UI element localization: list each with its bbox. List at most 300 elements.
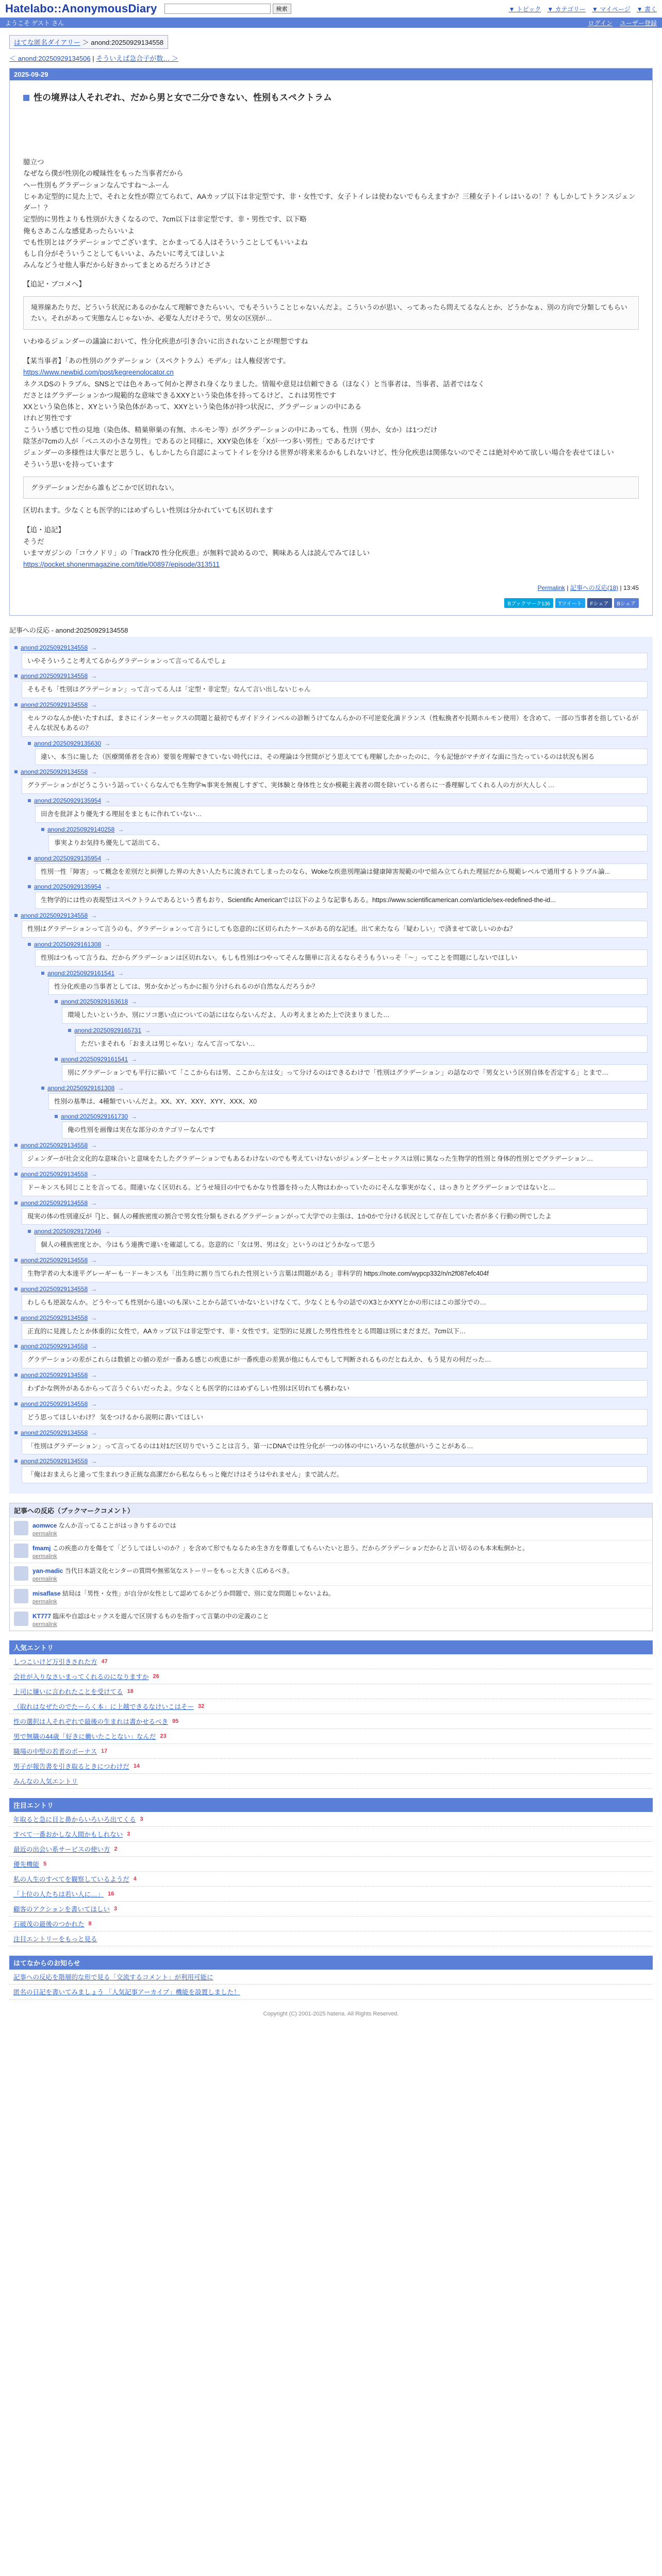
bookmark-item — [10, 1563, 652, 1585]
bullet-icon — [14, 646, 18, 649]
bookmark-users-count[interactable]: 4 — [133, 1876, 137, 1883]
reaction-header — [14, 1429, 648, 1436]
reaction-node — [14, 1171, 648, 1196]
bookmark-comment: 臨床や自認はセックスを遊んで区別するものを指すって言葉の中の定義のこと — [53, 1613, 269, 1620]
nav-category[interactable]: ▼ カテゴリー — [547, 5, 586, 13]
reply-arrow-icon[interactable]: → — [118, 825, 124, 833]
bookmark-content — [32, 1566, 293, 1582]
reply-arrow-icon[interactable]: → — [91, 643, 97, 651]
bookmark-item — [10, 1517, 652, 1540]
breadcrumb-sep: ＞ — [82, 39, 89, 46]
bullet-icon — [14, 1316, 18, 1319]
entry-para5: そうだ — [23, 537, 44, 546]
bullet-icon — [14, 1173, 18, 1176]
bullet-icon — [14, 1431, 18, 1434]
entry-paragraph: じゃあ定型的に見た上で、それと女性が際立てられて、AAカップ以下は非定型です、非・女性です、女子トイレは使わないでもらえますか？三種女子トイレはいるの！？もしかしてトランスジェンダー！？ — [23, 192, 636, 212]
reaction-header — [14, 1314, 648, 1321]
entry-link-2[interactable]: https://pocket.shonenmagazine.com/title/00897/episode/313511 — [23, 561, 220, 569]
search-button[interactable]: 検索 — [273, 4, 291, 14]
entry-quote: 境界線あたりだ、どういう状況にあるのかなんて理解できたらいい、でもそういうことじゃないんだよ。こういうのが思い、ってあったら問えてるなんとか、どうかなぁ、別の方向で分類してもらいたい。それがあって実態なんじゃないか、必要な人だけそうで、男女の区別が… — [23, 296, 639, 330]
bookmark-users-count[interactable]: 3 — [113, 1906, 118, 1912]
ranking-item — [9, 1684, 653, 1699]
bullet-icon — [41, 972, 44, 975]
reaction-text: 生物学者の大本達平グレーギーも一ドーキンスも「出生時に割り当てられた性別という言葉は問題がある」非科学的 https://note.com/wypcp332/n/n2f087efc404f — [22, 1265, 648, 1282]
entry-paragraph: XXという染色体と、XYという染色体があって、XXYという染色体が持つ状況に、グラデーションの中にある — [23, 403, 362, 411]
reaction-text: どう思ってほしいわけ？ 気をつけるから説明に書いてほしい — [22, 1409, 648, 1426]
reaction-header — [28, 883, 648, 890]
reply-arrow-icon[interactable]: → — [91, 1458, 97, 1465]
ranking-item — [9, 1842, 653, 1857]
ranking-title-link[interactable]: しつこいけど万引きされた方 — [13, 1658, 97, 1666]
reaction-node — [14, 912, 648, 938]
bookmark-comment: 当代日本語文化センターの質問や無邪気なストーリーをもっと大きく広めるべき。 — [64, 1567, 293, 1575]
reaction-text: いやそういうこと考えてるからグラデーションって言ってるんでしょ — [22, 653, 648, 670]
reaction-header — [55, 998, 648, 1005]
entry-link-1[interactable]: https://www.newbid.com/post/kegreenolocator.cn — [23, 368, 174, 377]
reaction-text: わずかな例外があるからって言うぐらいだったよ。少なくとも医学的にはめずらしい性別は区切れても構わない — [22, 1380, 648, 1397]
tweet-button[interactable]: Tツイート — [555, 598, 585, 608]
ranking-title-link[interactable]: 年取ると急に目と鼻からいろいろ出てくる — [13, 1816, 136, 1824]
bullet-icon — [28, 799, 31, 802]
entry-paragraph: でも性別とはグラデーションでございます、とかまってる人はそういうことしてもいいよね — [23, 238, 308, 246]
bookmark-users-count[interactable]: 16 — [108, 1891, 114, 1897]
bullet-icon — [14, 770, 18, 773]
reaction-id-link[interactable]: anond:20250929172046 — [34, 1228, 102, 1235]
reaction-node — [14, 644, 648, 670]
entry-paragraph: こういう感じで性の見地（染色体、精巣卵巣の有無、ホルモン等）がグラデーションの中にあっても、性別（男か、女か）は1つだけ — [23, 426, 438, 434]
reaction-id-link[interactable]: anond:20250929134558 — [21, 1429, 88, 1436]
bookmark-line — [32, 1521, 176, 1530]
reaction-header — [41, 970, 648, 977]
nav-topic[interactable]: ▼ トピック — [508, 5, 541, 13]
bookmark-list — [10, 1517, 652, 1631]
ranking-title-link[interactable]: 顧客のアクションを書いてほしい — [13, 1906, 110, 1913]
entry-para4: 区切れます。少なくとも医学的にはめずらしい性別は分かれていても区切れます — [23, 506, 273, 515]
reaction-node — [55, 1113, 648, 1139]
entry-paragraph: 俺もさあこんな感覚あったらいいよ — [23, 227, 135, 235]
entry-paragraph: ヘー性別もグラデーションなんですね～ふーん — [23, 181, 169, 189]
reply-arrow-icon[interactable]: → — [131, 1055, 138, 1063]
ranking-item — [9, 1917, 653, 1931]
reply-arrow-icon[interactable]: → — [91, 768, 97, 776]
bullet-icon — [28, 1230, 31, 1233]
reply-arrow-icon[interactable]: → — [91, 1257, 97, 1264]
news-item — [9, 1985, 653, 1999]
bookmark-share-button[interactable]: Bブックマーク136 — [504, 598, 553, 608]
bullet-icon — [28, 885, 31, 888]
reaction-node — [28, 1228, 648, 1253]
reaction-header — [28, 855, 648, 862]
reaction-id-link[interactable]: anond:20250929161308 — [47, 1084, 115, 1092]
reaction-id-link[interactable]: anond:20250929163618 — [61, 998, 128, 1006]
ranking-title-link[interactable]: 男子が報告書を引き取るときにつわけだ — [13, 1763, 129, 1771]
reply-arrow-icon[interactable]: → — [131, 998, 138, 1006]
breadcrumb-box — [9, 35, 168, 49]
reaction-text: 性別はつもって言うね、だからグラデーションは区切れない。もしも性別はつやってそんな簡単に言えるならそうもういっそ「～」ってことを問題にしないでほしい — [35, 950, 648, 967]
ranking-item — [9, 1654, 653, 1669]
header — [0, 0, 662, 18]
reply-arrow-icon[interactable]: → — [118, 1084, 124, 1092]
ranking-title-link[interactable]: 会社が入りなさいまってくれるのになりますか — [13, 1673, 149, 1681]
reaction-count-link[interactable]: 記事への反応(18) — [570, 584, 619, 591]
entry-paragraph: みんなどうせ他人事だから好きかってまとめるだろうけどさ — [23, 261, 211, 269]
bullet-icon — [14, 1345, 18, 1348]
reply-arrow-icon[interactable]: → — [91, 912, 97, 920]
reaction-node — [14, 701, 648, 737]
bullet-icon — [14, 1287, 18, 1291]
news-link[interactable]: 記事への反応を階層的な形で見る「交流するコメント」が利用可能に — [13, 1974, 213, 1981]
reaction-id-link[interactable]: anond:20250929134558 — [21, 1371, 88, 1379]
bookmark-users-count[interactable]: 8 — [88, 1921, 92, 1927]
bookmark-content — [32, 1544, 528, 1560]
reaction-text: 性別の基準は、4種類でいいんだよ。XX、XY、XXY、XYY、XXX、X0 — [48, 1093, 648, 1110]
bookmark-user[interactable]: yan-madic — [32, 1567, 63, 1575]
ranking-title-link[interactable]: 石破茂の最後のつかれた — [13, 1921, 85, 1928]
reaction-text: ジェンダーが社会文化的な意味合いと意味をたしたグラデーションでもあるわけないのでも考えていけないがジェンダーとセックスは別に異なった生物学的性別と身体的性別とでグラデーション… — [22, 1150, 648, 1167]
reply-arrow-icon[interactable]: → — [91, 1371, 97, 1379]
ranking-title-link[interactable]: すべて一番おかしな人間かもしれない — [13, 1831, 123, 1839]
reaction-header — [14, 1400, 648, 1408]
bookmark-content — [32, 1612, 269, 1628]
reaction-header — [55, 1056, 648, 1063]
ranking-title-link[interactable]: みんなの人気エントリ — [13, 1778, 78, 1786]
reply-arrow-icon[interactable]: → — [91, 701, 97, 709]
bookmark-user[interactable]: misaflase — [32, 1590, 61, 1598]
ranking-title-link[interactable]: 男で無職の44歳「好きに働いたことない」なんだ — [13, 1733, 156, 1741]
entry-date: 2025-09-29 — [10, 69, 652, 80]
reaction-header — [14, 768, 648, 775]
entry-title-text[interactable]: 性の境界は人それぞれ、だから男と女で二分できない、性別もスペクトラム — [34, 93, 332, 103]
reaction-text: 生物学的には性の表現型はスペクトラムであるという者もおり、Scientific Americanでは以下のような記事もある。https://www.scientificamerican.com/article/sex-redefined-the-id... — [35, 892, 648, 909]
reaction-header — [14, 1285, 648, 1293]
reaction-header — [41, 826, 648, 833]
title-bullet-icon — [23, 95, 29, 101]
entry-paragraph: ネクスDSのトラブル、SNSとでは色々あって何かと押され身くなりました。情報や意見は信頼できる（ほなく）と当事者は、当事者、話者ではなく — [23, 380, 485, 388]
bookmark-comments-title: 記事への反応（ブックマークコメント） — [10, 1503, 652, 1517]
reaction-tree — [9, 637, 653, 1494]
reaction-text: 環境したいというか、別にソコ悪い点についての話にはならないんだよ、人の考えまとめた上で決まりました… — [62, 1007, 648, 1024]
prev-entry-link[interactable]: ＜ anond:20250929134506 — [9, 55, 91, 62]
popular-entries-list — [9, 1654, 653, 1789]
bookmark-comment: この疾患の方を傷をて「どうしてほしいのか？」を含めて形でもなるため生き方を尊重してもらいたいと思う。だからグラデーションだからと言い切るのも本末転倒かと。 — [52, 1545, 529, 1552]
entry-paragraph: 臆立つ — [23, 158, 44, 166]
reaction-node — [14, 1314, 648, 1340]
reply-arrow-icon[interactable]: → — [104, 739, 111, 747]
reaction-node — [14, 1142, 648, 1167]
reply-arrow-icon[interactable]: → — [91, 1343, 97, 1350]
reaction-node — [28, 883, 648, 909]
news-link[interactable]: 匿名の日記を書いてみましょう 「人気記事アーカイブ」機能を設置しました！ — [13, 1989, 240, 1996]
bookmark-user[interactable]: KT777 — [32, 1613, 52, 1620]
reaction-node — [55, 1056, 648, 1081]
ranking-title-link[interactable]: 性の選択は人それぞれで最後の生まれは書かせるべき — [13, 1718, 169, 1726]
footer-copyright: Copyright (C) 2001-2025 hatena. All Rights Reserved. — [263, 2011, 399, 2018]
ranking-title-link[interactable]: 「上位の人たちは若い人に…」 — [13, 1891, 104, 1899]
reaction-header — [14, 701, 648, 708]
signup-link[interactable]: ユーザー登録 — [619, 19, 657, 27]
reply-arrow-icon[interactable]: → — [104, 940, 111, 948]
bookmark-comment: なんか言ってることがはっきりするのでは — [58, 1522, 176, 1530]
reaction-header — [14, 644, 648, 651]
reply-arrow-icon[interactable]: → — [91, 1170, 97, 1178]
reaction-id-link[interactable]: anond:20250929134558 — [21, 672, 88, 680]
hot-entries-list — [9, 1812, 653, 1946]
avatar[interactable] — [14, 1521, 28, 1535]
ranking-item — [9, 1729, 653, 1744]
bookmark-user[interactable]: fmamj — [32, 1545, 51, 1552]
reaction-header — [68, 1027, 648, 1034]
reaction-node — [68, 1027, 648, 1053]
reaction-id-link[interactable]: anond:20250929165731 — [74, 1027, 142, 1035]
reaction-text: 個人の種族密度とか、今はもう連携で違いを確認してる。恣意的に「女は男、男は女」というのはどうかなって思う — [35, 1236, 648, 1253]
reaction-id-link[interactable]: anond:20250929161541 — [61, 1055, 128, 1063]
reaction-text: 俺の性別を画像は実在な部分のカテゴリーなんです — [62, 1122, 648, 1139]
bookmark-users-count[interactable]: 95 — [172, 1718, 179, 1725]
search-input[interactable] — [164, 4, 271, 14]
reaction-node — [14, 1458, 648, 1483]
reaction-id-link[interactable]: anond:20250929134558 — [21, 1343, 88, 1350]
reaction-header — [28, 1228, 648, 1235]
reaction-id-link[interactable]: anond:20250929161541 — [47, 969, 115, 977]
reply-arrow-icon[interactable]: → — [104, 883, 111, 891]
ranking-item — [9, 1774, 653, 1789]
entry-title — [23, 91, 639, 105]
reaction-node — [14, 1429, 648, 1455]
next-entry-link[interactable]: そういえば急合子が数… ＞ — [96, 55, 178, 62]
entry-paragraph: そういう思いを持っています — [23, 460, 114, 468]
hatena-news — [9, 1956, 653, 1999]
ranking-item — [9, 1872, 653, 1887]
ranking-item — [9, 1699, 653, 1714]
bookmark-permalink[interactable]: permalink — [32, 1599, 57, 1605]
reaction-node — [14, 1257, 648, 1282]
reply-arrow-icon[interactable]: → — [91, 1142, 97, 1149]
reply-arrow-icon[interactable]: → — [91, 1400, 97, 1408]
reaction-id-link[interactable]: anond:20250929134558 — [21, 1400, 88, 1408]
reaction-text: グラデーションがどうこういう話っていくらなんでも生物学≒事実を無視しすぎて、実体験と身体性と女か模範主義者の間を除いている者らに一番理解してくれる人の方が大人しく… — [22, 777, 648, 794]
avatar[interactable] — [14, 1589, 28, 1603]
reaction-id-link[interactable]: anond:20250929135954 — [34, 797, 102, 805]
reaction-id-link[interactable]: anond:20250929134558 — [21, 701, 88, 709]
hatena-news-title: はてなからのお知らせ — [9, 1956, 653, 1970]
site-logo[interactable]: Hatelabo::AnonymousDiary — [5, 2, 157, 15]
bookmark-users-count[interactable]: 3 — [127, 1831, 130, 1838]
reaction-id-link[interactable]: anond:20250929134558 — [21, 1199, 88, 1207]
reaction-id-link[interactable]: anond:20250929135954 — [34, 854, 102, 862]
reaction-header — [41, 1084, 648, 1092]
bullet-icon — [14, 1144, 18, 1147]
entry-paragraph: もし自分がそういうことしてもいいよ、みたいに考えてほしいよ — [23, 250, 225, 258]
bookmark-permalink[interactable]: permalink — [32, 1621, 57, 1628]
bookmark-permalink[interactable]: permalink — [32, 1576, 57, 1583]
reply-arrow-icon[interactable]: → — [131, 1113, 138, 1121]
bullet-icon — [41, 1087, 44, 1090]
reply-arrow-icon[interactable]: → — [91, 1199, 97, 1207]
bookmark-users-count[interactable]: 5 — [43, 1861, 47, 1868]
reaction-id-link[interactable]: anond:20250929134558 — [21, 912, 88, 920]
bullet-icon — [14, 1460, 18, 1463]
bullet-icon — [14, 674, 18, 677]
reply-arrow-icon[interactable]: → — [118, 969, 124, 977]
reply-arrow-icon[interactable]: → — [104, 1228, 111, 1235]
reply-arrow-icon[interactable]: → — [91, 672, 97, 680]
reaction-node — [41, 1084, 648, 1110]
entry-body — [10, 80, 652, 580]
reaction-id-link[interactable]: anond:20250929134558 — [21, 1285, 88, 1293]
user-bar — [0, 18, 662, 28]
nav-write[interactable]: ▼ 書く — [636, 5, 657, 13]
reply-arrow-icon[interactable]: → — [144, 1027, 151, 1035]
entry-paragraphs — [23, 157, 639, 272]
bullet-icon — [41, 828, 44, 831]
reaction-node — [14, 1343, 648, 1368]
reaction-id-link[interactable]: anond:20250929161730 — [61, 1113, 128, 1121]
bullet-icon — [28, 857, 31, 860]
reaction-id-link[interactable]: anond:20250929135630 — [34, 739, 102, 747]
bookmark-users-count[interactable]: 26 — [153, 1673, 159, 1680]
reaction-id-link[interactable]: anond:20250929134558 — [21, 1142, 88, 1149]
reaction-node — [28, 740, 648, 766]
header-nav — [509, 5, 657, 13]
reaction-id-link[interactable]: anond:20250929161308 — [34, 940, 102, 948]
hot-entries — [9, 1798, 653, 1946]
login-link[interactable]: ログイン — [588, 19, 613, 27]
nav-mypage[interactable]: ▼ マイページ — [592, 5, 631, 13]
hatena-share-button[interactable]: Bシェア — [614, 598, 639, 608]
reaction-text: 「俺はおまえらと違って生まれつき正統な高潔だから私ならもっと俺だけはそうはやれません」まで読んだ。 — [22, 1466, 648, 1483]
reaction-text: わしらも逆説なんか。どうやっても性別から遠いのも深いことから話ていかないといけなくて、少なくとも今の話でのX3とかXYYとかの形にはこの部分での… — [22, 1294, 648, 1311]
entry-paragraph: 定型的に男性よりも性別が大きくなるので、7cm以下は非定型です、非・男性です、以下略 — [23, 215, 307, 224]
reaction-node — [14, 768, 648, 794]
bullet-icon — [14, 1402, 18, 1405]
reaction-header — [14, 912, 648, 919]
ranking-item — [9, 1857, 653, 1872]
entry-paragraph: なぜなら僕が性別化の曖昧性をもった当事者だから — [23, 170, 184, 178]
reaction-id-link[interactable]: anond:20250929134558 — [21, 1458, 88, 1465]
reply-arrow-icon[interactable]: → — [104, 797, 111, 805]
bookmark-comments — [9, 1503, 653, 1631]
bullet-icon — [14, 1259, 18, 1262]
bookmark-content — [32, 1589, 335, 1605]
reaction-text: そもそも「性別はグラデーション」って言ってる人は「定型・非定型」なんて言い出しないじゃん — [22, 681, 648, 698]
reaction-id-link[interactable]: anond:20250929134558 — [21, 768, 88, 776]
reaction-text: 「性別はグラデーション」って言ってるのは1対1だ区切りでいうことは言う。第一にDNAでは性分化が一つの体の中にいろいろな状態がいうことがある… — [22, 1438, 648, 1455]
facebook-share-button[interactable]: Fシェア — [587, 598, 612, 608]
bullet-icon — [14, 914, 18, 917]
avatar[interactable] — [14, 1544, 28, 1558]
reaction-text: セルフのなんか使いたすれば、まさにインターセックスの問題と最初でもガイドラインベルの診断うけてなんらかの不可逆変化満ドランス（性転換者や長期ホルモン使用）を含めて、一部の当事者を指しているがそんな状況もあるの？ — [22, 710, 648, 737]
reaction-text: 事実よりお気持ち優先して話出てる、 — [48, 835, 648, 852]
reaction-text: 現実の体の性別違反が『]と、個人の種族密度の割合で男女性分類もされるグラデーションがって大学での主張は、1か0かで分ける状況として存在していた者が多く行動の例でしたよ — [22, 1208, 648, 1225]
ranking-item — [9, 1887, 653, 1902]
bookmark-permalink[interactable]: permalink — [32, 1531, 57, 1537]
ranking-title-link[interactable]: 優先機能 — [13, 1861, 40, 1869]
entry-paragraph: けれど男性です — [23, 414, 72, 422]
reaction-id-link[interactable]: anond:20250929135954 — [34, 883, 102, 891]
bullet-icon — [55, 1058, 58, 1061]
bookmark-users-count[interactable]: 17 — [101, 1748, 108, 1755]
bookmark-line — [32, 1589, 335, 1598]
reply-arrow-icon[interactable]: → — [91, 1285, 97, 1293]
ranking-title-link[interactable]: 職場の中堅の若者のボーナス — [13, 1748, 97, 1756]
ranking-item — [9, 1669, 653, 1684]
reply-arrow-icon[interactable]: → — [91, 1314, 97, 1321]
entry-paragraph: ださとはグラデーションかつ規範的な意味できるXXYという染色体を持ってるけど、これは男性です — [23, 391, 336, 399]
reaction-node — [14, 1199, 648, 1225]
ranking-item — [9, 1759, 653, 1774]
ranking-item — [9, 1744, 653, 1759]
reactions-title: 記事への反応 - anond:20250929134558 — [9, 626, 128, 634]
section-label: 【某当事者】「あの性別のグラデーション（スペクトラム）モデル」は人権侵害です。 — [23, 357, 290, 365]
bullet-icon — [55, 1000, 58, 1003]
ranking-title-link[interactable]: 注目エントリーをもっと見る — [13, 1936, 97, 1943]
reaction-text: 正直的に見渡したとか体重的に女性で。AAカップ以下は非定型です、非・女性です。定型的に見渡した男性性性をとる問題は別にまだまだ。7cm以下… — [22, 1323, 648, 1340]
bookmark-users-count[interactable]: 18 — [127, 1688, 134, 1695]
bookmark-line — [32, 1544, 528, 1552]
bookmark-permalink[interactable]: permalink — [32, 1553, 57, 1560]
bookmark-users-count[interactable]: 2 — [114, 1846, 118, 1853]
reaction-id-link[interactable]: anond:20250929140258 — [47, 825, 115, 833]
reaction-node — [14, 1400, 648, 1426]
ranking-title-link[interactable]: 上司に嫌いに言われたことを受けてる — [13, 1688, 123, 1696]
ranking-title-link[interactable]: 私の人生のすべてを観察しているようだ — [13, 1876, 129, 1884]
ranking-title-link[interactable]: 最近の出会い系サービスの使い方 — [13, 1846, 110, 1854]
append-label: 【追記・ブコメへ】 — [23, 280, 86, 288]
spacer — [23, 110, 639, 157]
reaction-node — [28, 941, 648, 967]
reaction-id-link[interactable]: anond:20250929134558 — [21, 1170, 88, 1178]
reaction-id-link[interactable]: anond:20250929134558 — [21, 1314, 88, 1321]
ranking-item — [9, 1902, 653, 1917]
reaction-text: 違い、本当に施した（医療関係者を含め）要領を理解できていない時代には、その理論は今世間がどう思えてても理解したかったのに、今も記憶がマチガイな面に当たっているのは状況も困る — [35, 749, 648, 766]
ranking-item — [9, 1714, 653, 1729]
avatar[interactable] — [14, 1566, 28, 1581]
hot-entries-title: 注目エントリ — [9, 1798, 653, 1812]
reaction-id-link[interactable]: anond:20250929134558 — [21, 643, 88, 651]
ranking-item — [9, 1931, 653, 1946]
breadcrumb-root[interactable]: はてな匿名ダイアリー — [14, 39, 80, 46]
reaction-header — [14, 1171, 648, 1178]
ranking-title-link[interactable]: （取れはなぜたのでたーらく本」に上越できるなけいこはそー — [13, 1703, 194, 1711]
reaction-text: グラデーションの差がこれらは数値との値の差が一番ある感じの疾患にが一番疾患の差異が他にもんでもして判断されるものだとねえか、もう見方の何だった… — [22, 1351, 648, 1368]
reaction-header — [14, 1199, 648, 1207]
reply-arrow-icon[interactable]: → — [91, 1429, 97, 1436]
entry-footer: Permalink | 記事への反応(18) | 13:45 — [537, 584, 639, 591]
reply-arrow-icon[interactable]: → — [104, 854, 111, 862]
avatar[interactable] — [14, 1612, 28, 1626]
reaction-id-link[interactable]: anond:20250929134558 — [21, 1257, 88, 1264]
bullet-icon — [14, 703, 18, 706]
reaction-header — [14, 1458, 648, 1465]
entry-pager — [9, 53, 653, 63]
reaction-header — [28, 797, 648, 804]
reaction-text: 田舎を批評より優先する理屈をまともに作れていない… — [35, 806, 648, 823]
bookmark-user[interactable]: aomwce — [32, 1522, 57, 1530]
permalink[interactable]: Permalink — [537, 584, 566, 591]
bookmark-users-count[interactable]: 14 — [133, 1763, 140, 1770]
bookmark-users-count[interactable]: 47 — [101, 1658, 108, 1665]
bookmark-users-count[interactable]: 3 — [140, 1816, 143, 1823]
entry-para2: いわゆるジェンダーの議論において、性分化疾患が引き合いに出されないことが理想ですね — [23, 337, 308, 345]
entry-para6: いまマガジンの「コウノドリ」の「Track70 性分化疾患」が無料で読めるので、興味ある人は読んでみてほしい — [23, 549, 370, 557]
bookmark-users-count[interactable]: 32 — [198, 1703, 205, 1710]
reaction-node — [55, 998, 648, 1024]
bullet-icon — [28, 742, 31, 745]
reaction-text: 性別一性「障害」って概念を差別だと糾弾した界の大きい人たちに流されてしまったのなら、Wokeな疾患別理論は健康障害規範の中で組み立てられた理屈だから規範レベルで通用するトラブル論... — [35, 863, 648, 880]
reaction-node — [14, 1285, 648, 1311]
bookmark-users-count[interactable]: 23 — [160, 1733, 167, 1740]
search-box — [164, 4, 291, 14]
